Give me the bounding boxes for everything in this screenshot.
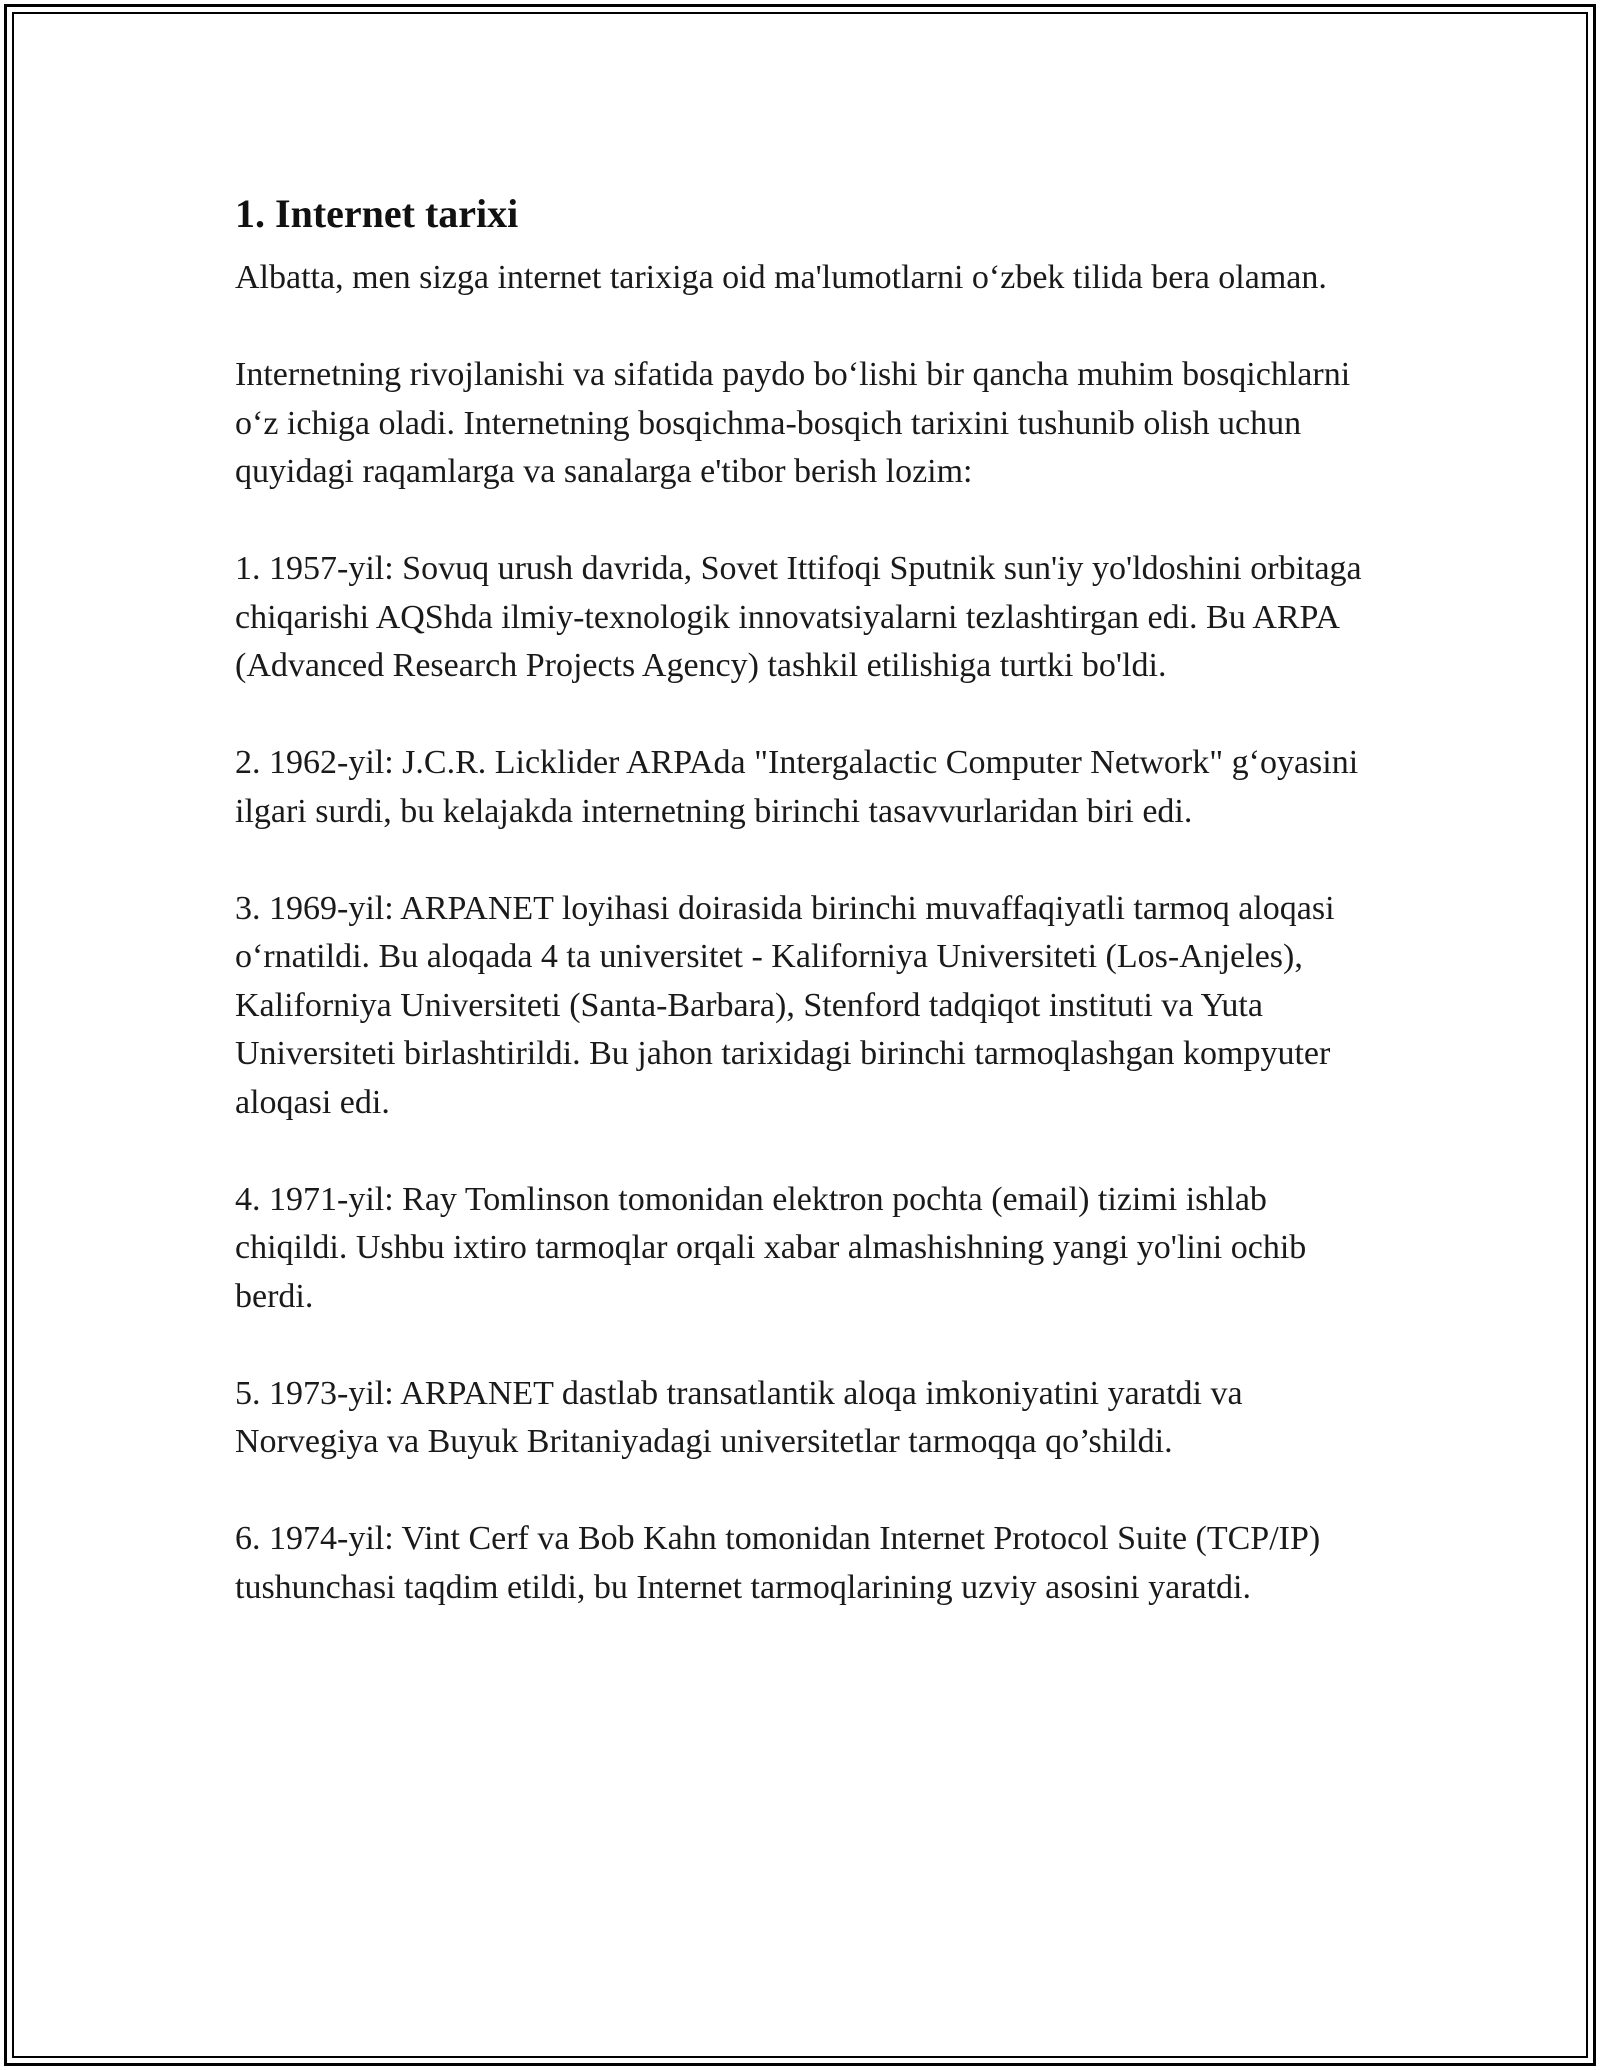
timeline-item-1957: 1. 1957-yil: Sovuq urush davrida, Sovet Ittifoqi Sputnik sun'iy yo'ldoshini orbitaga chiqarishi AQShda ilmiy-texnologik innovatsiyalarni tezlashtirgan edi. Bu ARPA (Advanced Research Projects Agency) tashkil etilishiga turtki bo'ldi. xyxy=(235,550,1362,684)
document-body xyxy=(235,188,1375,1661)
timeline-item-1969: 3. 1969-yil: ARPANET loyihasi doirasida birinchi muvaffaqiyatli tarmoq aloqasi o‘rnatildi. Bu aloqada 4 ta universitet - Kaliforniya Universiteti (Los-Anjeles), Kaliforniya Universiteti (Santa-Barbara), Stenford tadqiqot instituti va Yuta Universiteti birlashtirildi. Bu jahon tarixidagi birinchi tarmoqlashgan kompyuter aloqasi edi. xyxy=(235,889,1335,1121)
section-heading: 1. Internet tarixi xyxy=(235,191,519,236)
timeline-item-1973: 5. 1973-yil: ARPANET dastlab transatlantik aloqa imkoniyatini yaratdi va Norvegiya va Buyuk Britaniyadagi universitetlar tarmoqqa qo’shildi. xyxy=(235,1374,1243,1460)
timeline-item-1974: 6. 1974-yil: Vint Cerf va Bob Kahn tomonidan Internet Protocol Suite (TCP/IP) tushunchasi taqdim etildi, bu Internet tarmoqlarining uzviy asosini yaratdi. xyxy=(235,1520,1321,1606)
timeline-item-1971: 4. 1971-yil: Ray Tomlinson tomonidan elektron pochta (email) tizimi ishlab chiqildi. Ushbu ixtiro tarmoqlar orqali xabar almashishning yangi yo'lini ochib berdi. xyxy=(235,1180,1307,1315)
timeline-item-1962: 2. 1962-yil: J.C.R. Licklider ARPAda "Intergalactic Computer Network" g‘oyasini ilgari surdi, bu kelajakda internetning birinchi tasavvurlaridan biri edi. xyxy=(235,744,1359,830)
intro-paragraph: Albatta, men sizga internet tarixiga oid ma'lumotlarni o‘zbek tilida bera olaman. xyxy=(235,259,1327,296)
overview-paragraph: Internetning rivojlanishi va sifatida paydo bo‘lishi bir qancha muhim bosqichlarni o‘z ichiga oladi. Internetning bosqichma-bosqich tarixini tushunib olish uchun quyidagi raqamlarga va sanalarga e'tibor berish lozim: xyxy=(235,356,1351,490)
